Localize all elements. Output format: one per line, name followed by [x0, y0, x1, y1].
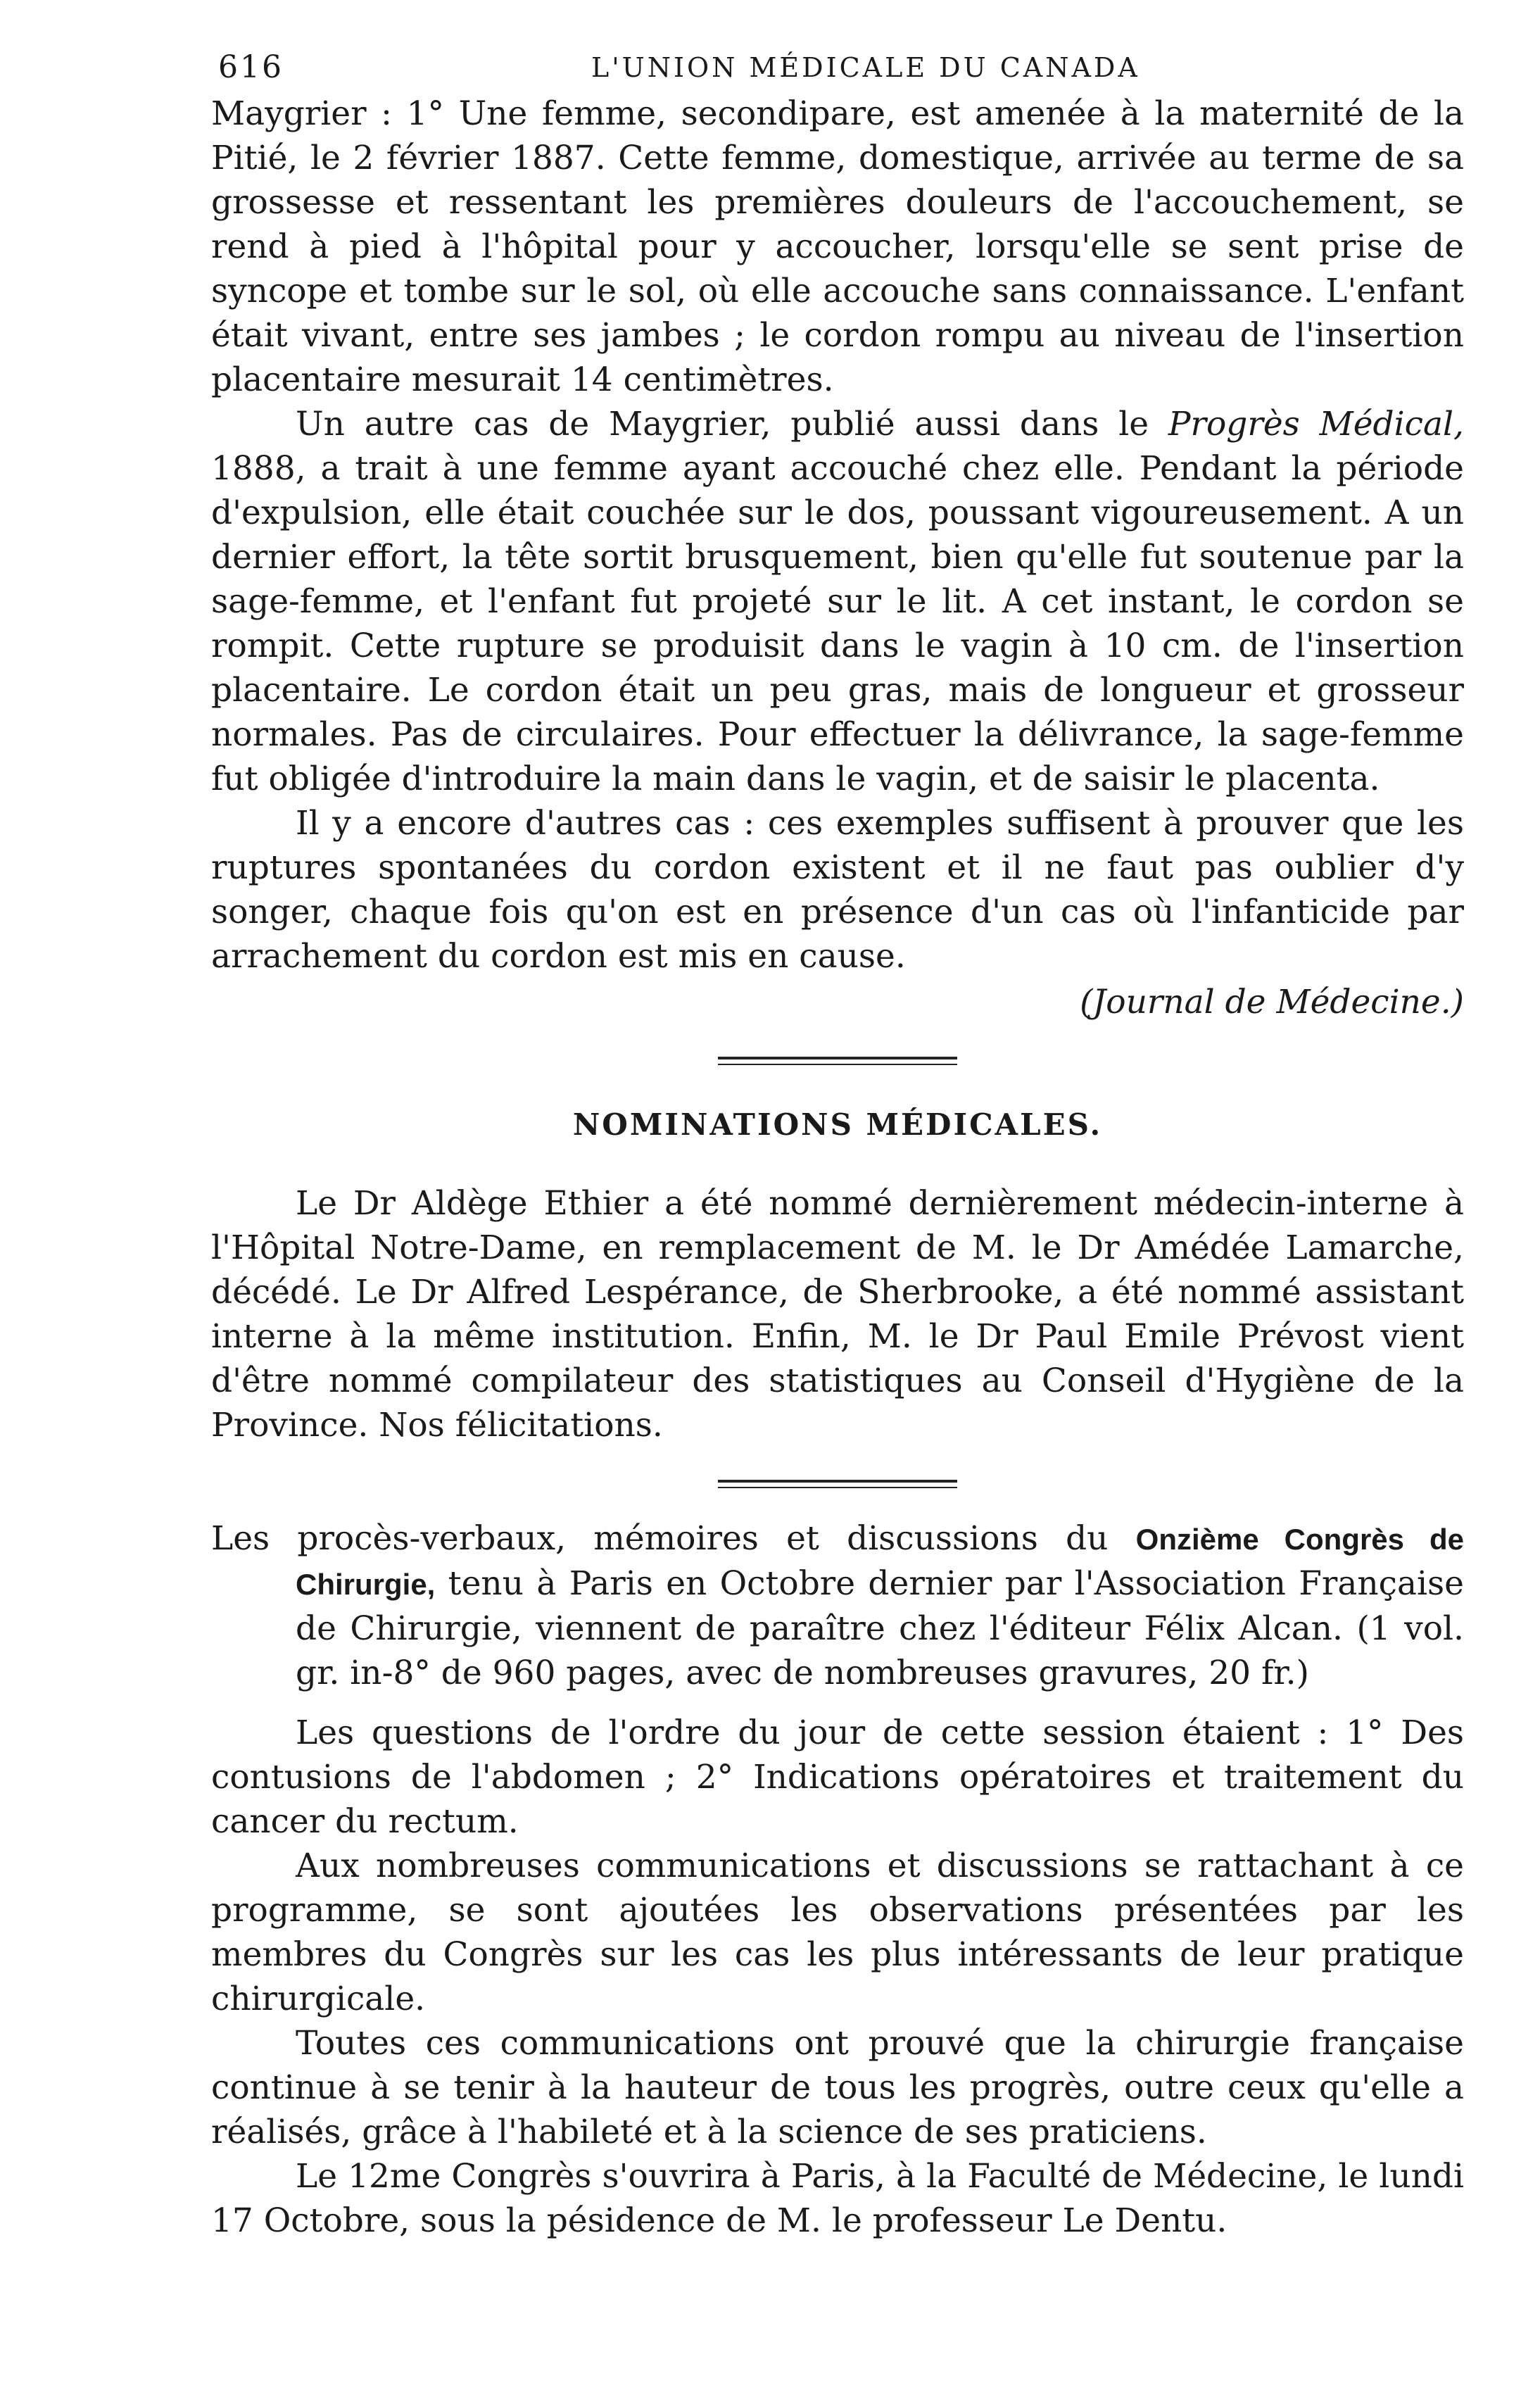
congres-paragraph-5: Le 12me Congrès s'ouvrira à Paris, à la Faculté de Médecine, le lundi 17 Octobre, sous la pésidence de M. le professeur Le Dentu.: [211, 2157, 1464, 2240]
running-head: [211, 42, 1464, 92]
spacer: [211, 1488, 1464, 1516]
page-number: 616: [218, 49, 284, 85]
congres-intro-end: tenu à Paris en Octobre dernier par l'Association Française de Chirurgie, viennent de paraître chez l'éditeur Félix Alcan. (1 vol. gr. in-8° de 960 pages, avec de nombreuses gravures, 20 fr.): [296, 1564, 1464, 1692]
document-page: [211, 42, 1464, 2243]
section-divider-1: [718, 1057, 957, 1065]
nominations-paragraph: Le Dr Aldège Ethier a été nommé dernièrement médecin-interne à l'Hôpital Notre-Dame, en remplacement de M. le Dr Amédée Lamarche, décédé. Le Dr Alfred Lespérance, de Sherbrooke, a été nommé assistant interne à la même institution. Enfin, M. le Dr Paul Emile Prévost vient d'être nommé compilateur des statistiques au Conseil d'Hygiène de la Province. Nos félicitations.: [211, 1184, 1464, 1445]
congres-intro-start: Les procès-verbaux, mémoires et discussions du: [211, 1519, 1136, 1558]
journal-citation-progres-medical: Progrès Médical,: [1168, 405, 1464, 444]
spacer: [211, 1695, 1464, 1711]
congres-paragraph-3: Aux nombreuses communications et discussions se rattachant à ce programme, se sont ajoutées les observations présentées par les membres du Congrès sur les cas les plus intéressants de leur pratique chirurgicale.: [211, 1847, 1464, 2018]
congres-intro-paragraph: [211, 1516, 1464, 1695]
article-paragraph-2-start: Un autre cas de Maygrier, publié aussi dans le: [296, 405, 1168, 444]
congres-paragraph-4: Toutes ces communications ont prouvé que la chirurgie française continue à se tenir à la hauteur de tous les progrès, outre ceux qu'elle a réalisés, grâce à l'habileté et à la science de ses praticiens.: [211, 2024, 1464, 2151]
section-divider-2: [718, 1480, 957, 1488]
congres-name: Onzième Congrès de Chirurgie,: [296, 1523, 1464, 1601]
journal-title: L'UNION MÉDICALE DU CANADA: [591, 52, 1140, 83]
article-paragraph-2-end: 1888, a trait à une femme ayant accouché chez elle. Pendant la période d'expulsion, elle était couchée sur le dos, poussant vigoureusement. A un dernier effort, la tête sortit brusquement, bien qu'elle fut soutenue par la sage-femme, et l'enfant fut projeté sur le lit. A cet instant, le cordon se rompit. Cette rupture se produisit dans le vagin à 10 cm. de l'insertion placentaire. Le cordon était un peu gras, mais de longueur et grosseur normales. Pas de circulaires. Pour effectuer la délivrance, la sage-femme fut obligée d'introduire la main dans le vagin, et de saisir le placenta.: [211, 449, 1464, 798]
article-paragraph-1: Maygrier : 1° Une femme, secondipare, est amenée à la maternité de la Pitié, le 2 février 1887. Cette femme, domestique, arrivée au terme de sa grossesse et ressentant les premières douleurs de l'accouchement, se rend à pied à l'hôpital pour y accoucher, lorsqu'elle se sent prise de syncope et tombe sur le sol, où elle accouche sans connaissance. L'enfant était vivant, entre ses jambes ; le cordon rompu au niveau de l'insertion placentaire mesurait 14 centimètres.: [211, 94, 1464, 399]
congres-paragraph-2: Les questions de l'ordre du jour de cette session étaient : 1° Des contusions de l'abdomen ; 2° Indications opératoires et traitement du cancer du rectum.: [211, 1713, 1464, 1841]
article-paragraph-2: [211, 402, 1464, 801]
article-paragraph-3: Il y a encore d'autres cas : ces exemples suffisent à prouver que les ruptures spontanées du cordon existent et il ne faut pas oublier d'y songer, chaque fois qu'on est en présence d'un cas où l'infanticide par arrachement du cordon est mis en cause.: [211, 804, 1464, 976]
section-title-nominations: NOMINATIONS MÉDICALES.: [572, 1107, 1103, 1142]
article-source: (Journal de Médecine.): [1080, 983, 1464, 1021]
